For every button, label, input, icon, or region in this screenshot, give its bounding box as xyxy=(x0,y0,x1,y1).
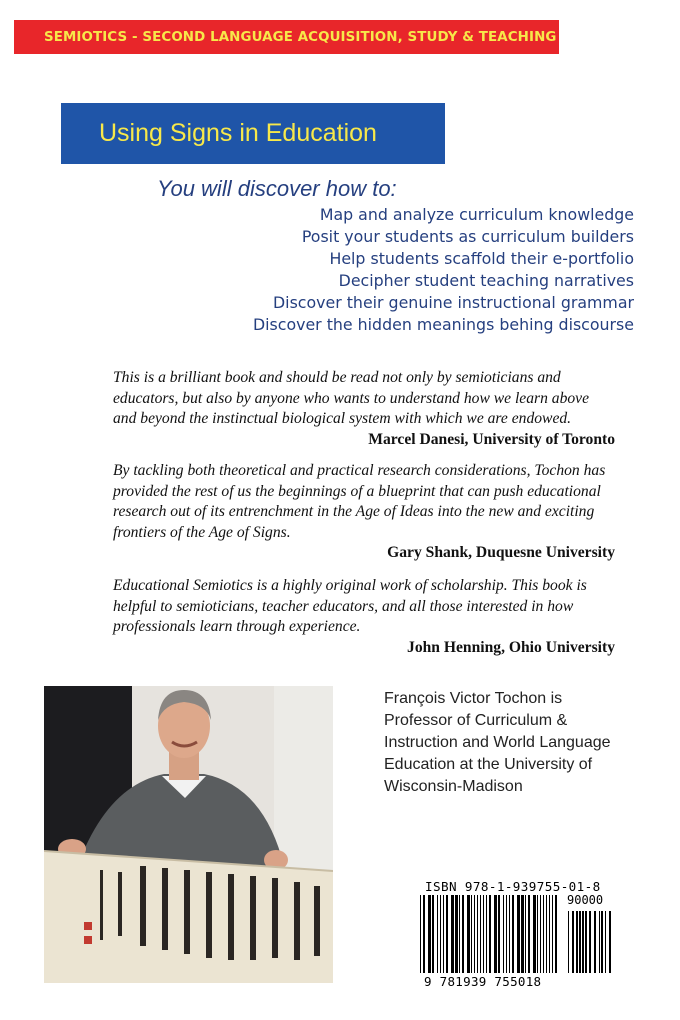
barcode-bar xyxy=(525,895,526,973)
discover-item: Decipher student teaching narratives xyxy=(338,271,634,290)
discover-item: Help students scaffold their e-portfolio xyxy=(329,249,634,268)
barcode-bar xyxy=(517,895,520,973)
discover-list xyxy=(253,204,634,336)
discover-heading: You will discover how to: xyxy=(157,176,397,201)
endorsement-quote-3 xyxy=(113,576,615,658)
barcode-bar xyxy=(537,895,538,973)
barcode-bar xyxy=(489,895,491,973)
isbn-label: ISBN 978-1-939755-01-8 xyxy=(425,879,601,894)
barcode-bar xyxy=(451,895,454,973)
barcode-bar xyxy=(512,895,514,973)
addon-bar xyxy=(568,911,569,973)
barcode-bar xyxy=(480,895,481,973)
barcode-bar xyxy=(521,895,524,973)
discover-item: Discover their genuine instructional grammar xyxy=(273,293,634,312)
addon-bar xyxy=(601,911,603,973)
barcode-bar xyxy=(543,895,544,973)
barcode-bar xyxy=(428,895,431,973)
barcode-bar xyxy=(471,895,472,973)
addon-bar xyxy=(594,911,596,973)
barcode-bar xyxy=(528,895,530,973)
discover-item: Posit your students as curriculum builders xyxy=(301,227,634,246)
barcode-bar xyxy=(552,895,553,973)
addon-bar xyxy=(582,911,584,973)
addon-bar xyxy=(589,911,591,973)
book-title: Using Signs in Education xyxy=(99,119,377,147)
series-banner-text: SEMIOTICS - SECOND LANGUAGE ACQUISITION, STUDY & TEACHING xyxy=(44,29,557,45)
addon-bar xyxy=(576,911,578,973)
discover-item: Map and analyze curriculum knowledge xyxy=(319,205,634,224)
barcode-bar xyxy=(423,895,425,973)
barcode-bar xyxy=(443,895,444,973)
discover-item: Discover the hidden meanings behing discourse xyxy=(252,315,634,334)
barcode-bar xyxy=(486,895,487,973)
barcode-bar xyxy=(420,895,421,973)
barcode-bar xyxy=(555,895,557,973)
addon-bar xyxy=(605,911,606,973)
series-banner xyxy=(14,20,559,54)
quote-text: Educational Semiotics is a highly original work of scholarship. This book is helpful to semioticians, teacher educators, and all those interested in how professionals learn through experience. xyxy=(113,577,587,636)
quote-attribution: Marcel Danesi, University of Toronto xyxy=(368,430,615,448)
quote-attribution: Gary Shank, Duquesne University xyxy=(387,544,615,562)
barcode-bar xyxy=(477,895,478,973)
barcode-bar xyxy=(533,895,536,973)
barcode-bar xyxy=(446,895,448,973)
barcode-bar xyxy=(540,895,541,973)
addon-bar xyxy=(579,911,581,973)
author-bio: François Victor Tochon is Professor of Curriculum & Instruction and World Language Education at the University of Wisconsin-Madison xyxy=(384,690,611,795)
addon-bar xyxy=(585,911,587,973)
addon-code: 90000 xyxy=(567,893,604,907)
endorsement-quote-1 xyxy=(113,368,615,450)
barcode-bar xyxy=(494,895,497,973)
barcode-bar xyxy=(498,895,500,973)
barcode-bar xyxy=(546,895,547,973)
barcode-bar xyxy=(467,895,470,973)
barcode xyxy=(418,895,614,973)
author-photo xyxy=(44,686,333,983)
barcode-bar xyxy=(506,895,507,973)
barcode-bar xyxy=(462,895,464,973)
quote-text: This is a brilliant book and should be read not only by semioticians and educators, but also by anyone who wants to understand how we learn above and beyond the instinctual biological system with which we are endowed. xyxy=(113,369,590,428)
addon-bar xyxy=(572,911,574,973)
book-title-box xyxy=(61,103,445,164)
barcode-bar xyxy=(432,895,434,973)
endorsement-quote-2 xyxy=(113,461,615,564)
addon-bar xyxy=(609,911,611,973)
barcode-bar xyxy=(483,895,484,973)
barcode-bar xyxy=(437,895,438,973)
barcode-bar xyxy=(503,895,504,973)
barcode-bar xyxy=(459,895,460,973)
barcode-bar xyxy=(549,895,550,973)
barcode-bar xyxy=(474,895,475,973)
quote-text: By tackling both theoretical and practical research considerations, Tochon has provided the rest of us the beginnings of a blueprint that can push educational research out of its entrenchment in the Age of Ideas into the new and exciting frontiers of the Age of Signs. xyxy=(113,462,606,541)
addon-bar xyxy=(599,911,600,973)
barcode-bar xyxy=(455,895,458,973)
quote-attribution: John Henning, Ohio University xyxy=(407,638,615,656)
barcode-bar xyxy=(509,895,510,973)
barcode-bar xyxy=(440,895,441,973)
ean-digits: 9 781939 755018 xyxy=(424,974,542,989)
